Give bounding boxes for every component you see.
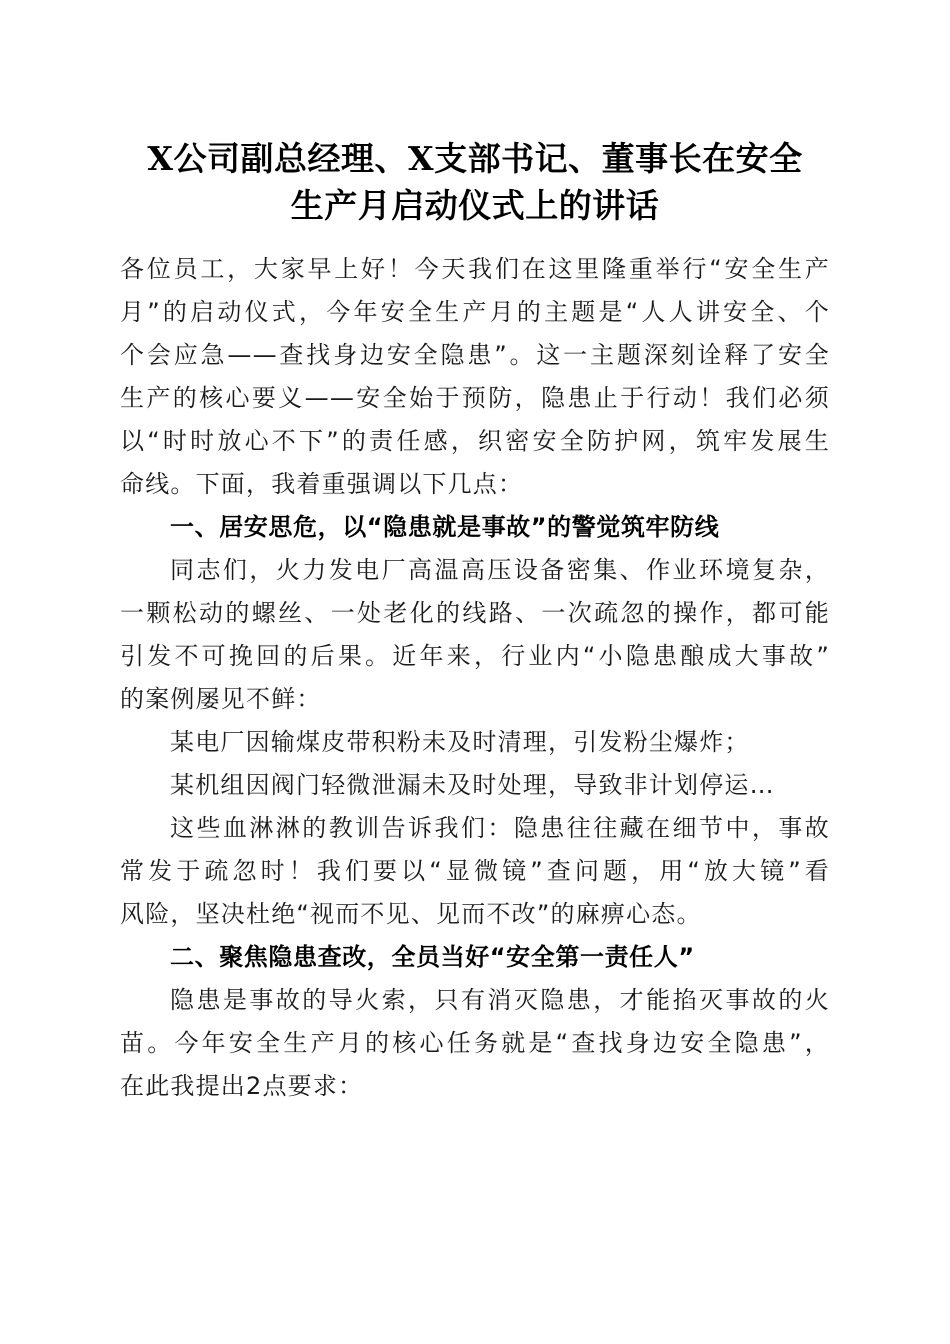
section-heading-2: 二、聚焦隐患查改，全员当好“安全第一责任人”: [170, 943, 695, 971]
section-heading-1: 一、居安思危，以“隐患就是事故”的警觉筑牢防线: [170, 513, 720, 541]
body-line: 生产的核心要义——安全始于预防，隐患止于行动！我们必须: [120, 384, 830, 412]
document-title-line-2: 生产月启动仪式上的讲话: [290, 186, 660, 225]
body-line: 苗。今年安全生产月的核心任务就是“查找身边安全隐患”，: [120, 1029, 830, 1057]
body-line: 个会应急——查找身边安全隐患”。这一主题深刻诠释了安全: [120, 341, 830, 369]
body-line: 各位员工，大家早上好！今天我们在这里隆重举行“安全生产: [120, 255, 830, 283]
body-line: 引发不可挽回的后果。近年来，行业内“小隐患酿成大事故”: [120, 642, 830, 670]
body-line: 这些血淋淋的教训告诉我们：隐患往往藏在细节中，事故: [170, 814, 830, 842]
body-line: 以“时时放心不下”的责任感，织密安全防护网，筑牢发展生: [120, 427, 830, 455]
body-line: 在此我提出2点要求：: [120, 1072, 364, 1100]
body-line: 隐患是事故的导火索，只有消灭隐患，才能掐灭事故的火: [170, 986, 830, 1014]
body-line: 同志们，火力发电厂高温高压设备密集、作业环境复杂，: [170, 556, 830, 584]
body-line: 常发于疏忽时！我们要以“显微镜”查问题，用“放大镜”看: [120, 857, 830, 885]
body-line: 某机组因阀门轻微泄漏未及时处理，导致非计划停运…: [170, 771, 775, 799]
body-line: 风险，坚决杜绝“视而不见、见而不改”的麻痹心态。: [120, 900, 702, 928]
body-line: 的案例屡见不鲜：: [120, 685, 322, 713]
body-line: 一颗松动的螺丝、一处老化的线路、一次疏忽的操作，都可能: [120, 599, 830, 627]
body-line: 月”的启动仪式，今年安全生产月的主题是“人人讲安全、个: [120, 298, 830, 326]
body-line: 某电厂因输煤皮带积粉未及时清理，引发粉尘爆炸；: [170, 728, 750, 756]
body-line: 命线。下面，我着重强调以下几点：: [120, 470, 524, 498]
document-title-line-1: X公司副总经理、X支部书记、董事长在安全: [147, 139, 803, 178]
